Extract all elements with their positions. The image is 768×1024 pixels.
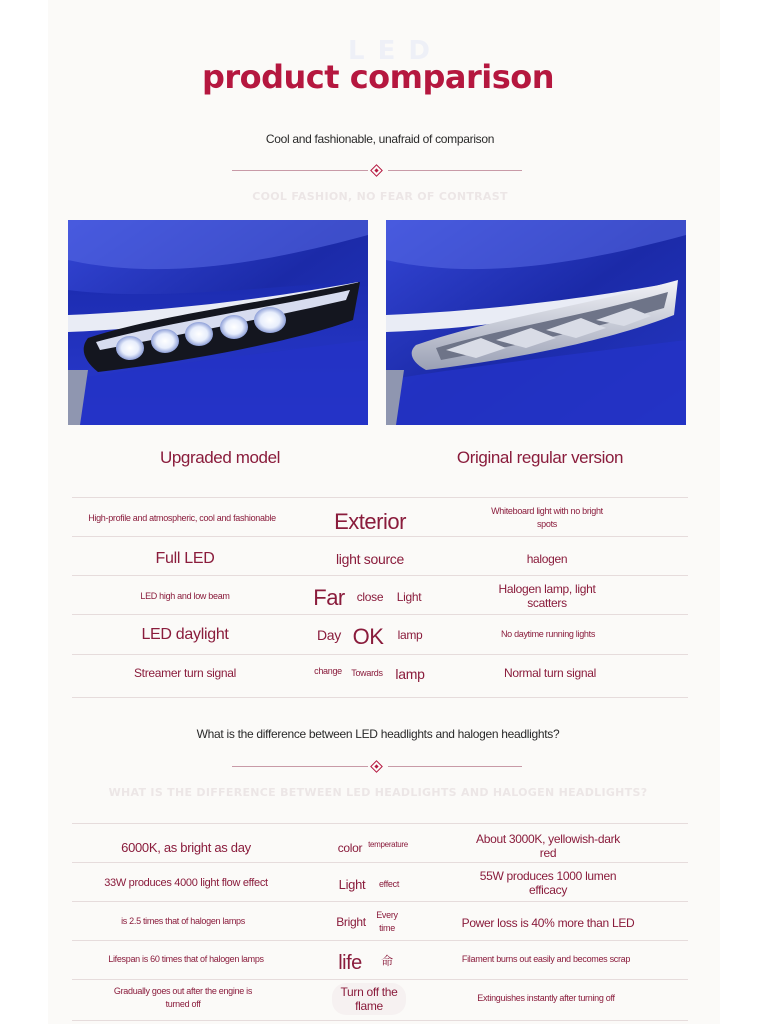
divider-right-2 <box>388 766 522 767</box>
row-divider <box>72 1020 688 1021</box>
table-cell-right: Filament burns out easily and becomes scrap <box>461 953 631 964</box>
row-divider <box>72 823 688 824</box>
table-cell-right: Whiteboard light with no bright spots <box>491 506 603 529</box>
table-cell-mid: change <box>314 665 342 676</box>
table-cell-mid: Far <box>313 585 345 610</box>
table-cell-left: is 2.5 times that of halogen lamps <box>121 915 245 926</box>
table-cell-right: About 3000K, yellowish-dark red <box>476 832 620 860</box>
ghost-watermark-top: L E D <box>347 36 432 66</box>
original-headlight-photo <box>386 220 686 425</box>
row-divider <box>72 614 688 615</box>
table-cell-mid: Bright <box>336 915 366 929</box>
upgraded-headlight-photo <box>68 220 368 425</box>
row-divider <box>72 901 688 902</box>
table-cell-mid: light source <box>336 551 404 567</box>
table-cell-mid: 命 <box>381 953 393 968</box>
table-cell-left: High-profile and atmospheric, cool and fashionable <box>88 512 276 523</box>
page-title: product comparison <box>201 58 555 96</box>
table-cell-right: Halogen lamp, light scatters <box>498 582 596 610</box>
table-cell-left: Streamer turn signal <box>133 666 237 680</box>
table-cell-mid: Turn off the flame <box>332 983 406 1015</box>
original-version-label: Original regular version <box>456 448 624 467</box>
table-cell-right: 55W produces 1000 lumen efficacy <box>479 869 617 897</box>
upgraded-model-label: Upgraded model <box>159 448 281 467</box>
table-cell-left: 6000K, as bright as day <box>121 839 251 855</box>
table-cell-mid: close <box>356 590 384 604</box>
table-cell-mid: temperature <box>368 839 408 849</box>
row-divider <box>72 697 688 698</box>
table-cell-mid: Exterior <box>334 509 406 534</box>
table-cell-mid: life <box>338 951 362 974</box>
row-divider <box>72 575 688 576</box>
ghost-caption: COOL FASHION, NO FEAR OF CONTRAST <box>252 190 508 203</box>
table-cell-mid: Day <box>317 627 341 643</box>
row-divider <box>72 497 688 498</box>
table-cell-right: Power loss is 40% more than LED <box>461 916 635 930</box>
table-cell-left: 33W produces 4000 light flow effect <box>104 877 268 889</box>
table-cell-mid: Light <box>396 590 422 604</box>
row-divider <box>72 940 688 941</box>
table-cell-left: LED daylight <box>141 626 229 643</box>
table-cell-right: Normal turn signal <box>504 666 596 680</box>
table-cell-left: LED high and low beam <box>140 590 230 601</box>
row-divider <box>72 862 688 863</box>
row-divider <box>72 654 688 655</box>
table-cell-mid: OK <box>352 624 384 649</box>
divider-left <box>232 170 368 171</box>
table-cell-mid: color <box>337 841 363 855</box>
table-cell-mid: lamp <box>397 628 423 642</box>
table-cell-mid: Light <box>338 876 366 892</box>
table-cell-mid: Towards <box>351 667 383 678</box>
ghost-caption-2: WHAT IS THE DIFFERENCE BETWEEN LED HEADLIGHTS AND HALOGEN HEADLIGHTS? <box>108 786 648 799</box>
row-divider <box>72 979 688 980</box>
table-cell-right: Extinguishes instantly after turning off <box>477 992 615 1003</box>
table-cell-mid: effect <box>378 878 400 889</box>
table-cell-left: Lifespan is 60 times that of halogen lamps <box>108 953 264 964</box>
table-cell-right: No daytime running lights <box>500 628 596 639</box>
divider-right <box>388 170 522 171</box>
table-cell-mid: lamp <box>395 666 425 682</box>
section-subtitle-2: What is the difference between LED headlights and halogen headlights? <box>196 727 560 741</box>
table-cell-left: Gradually goes out after the engine is turned off <box>113 986 253 1009</box>
table-cell-right: halogen <box>526 552 568 566</box>
table-cell-mid: Every time <box>376 910 398 933</box>
table-cell-left: Full LED <box>155 550 215 567</box>
section-subtitle: Cool and fashionable, unafraid of comparison <box>265 132 495 146</box>
divider-left-2 <box>232 766 368 767</box>
